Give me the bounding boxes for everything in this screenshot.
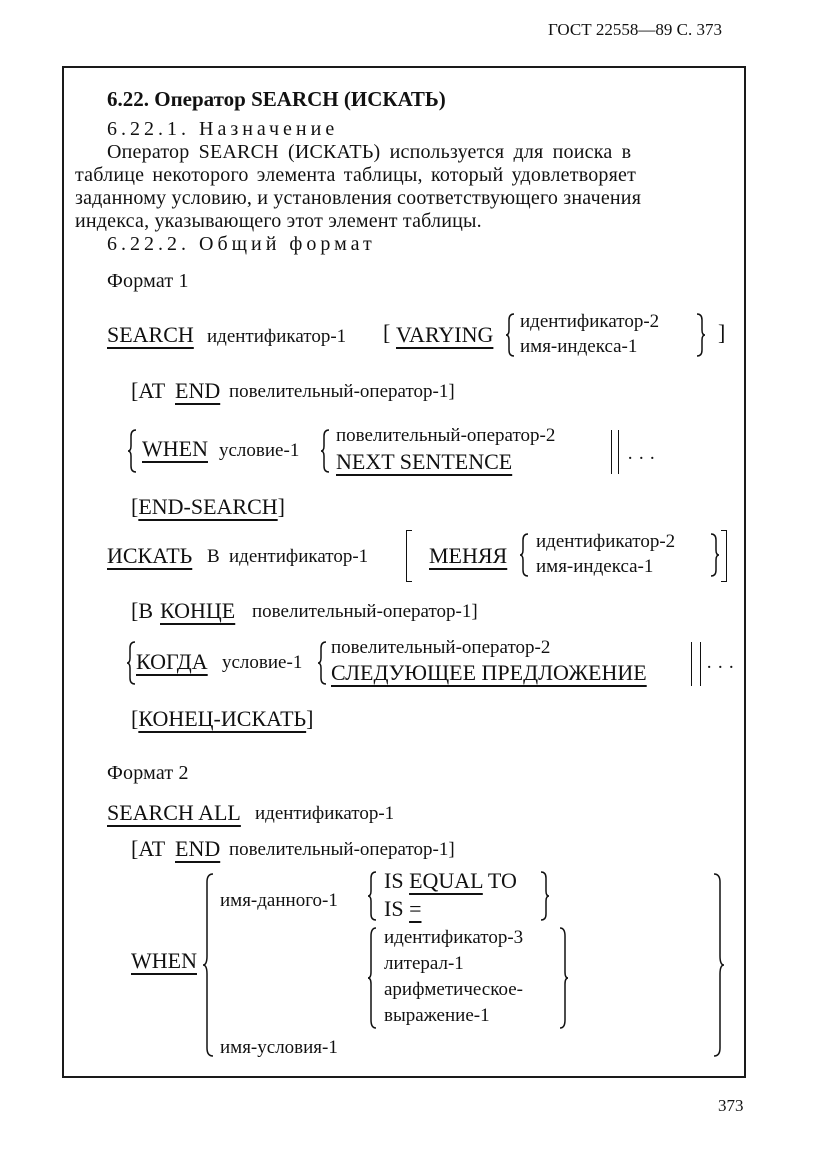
ru-varying-brace-left xyxy=(520,532,530,578)
when-cond1: условие-1 xyxy=(219,440,300,461)
ru-at-end-imperative1: повелительный-оператор-1] xyxy=(252,601,478,622)
varying-ident2: идентификатор-2 xyxy=(520,311,660,332)
purpose-heading: 6.22.1. Назначение xyxy=(107,118,339,140)
ru-search-keyword: ИСКАТЬ xyxy=(107,543,193,568)
varying-brace-left xyxy=(506,312,516,358)
next-sentence-keyword: NEXT SENTENCE xyxy=(336,449,513,474)
search-keyword: SEARCH xyxy=(107,322,194,347)
f2-data-name1: имя-данного-1 xyxy=(220,890,338,911)
ru-when-cond1: условие-1 xyxy=(222,652,303,673)
f2-arith-expr-line2: выражение-1 xyxy=(384,1005,490,1026)
when-inner-bar xyxy=(611,430,612,474)
when-ellipsis: · · · xyxy=(627,448,656,469)
ru-varying-ident2: идентификатор-2 xyxy=(536,531,676,552)
f2-at-end-imperative1: повелительный-оператор-1] xyxy=(229,839,455,860)
f2-is-brace-right xyxy=(541,870,551,922)
varying-close-bracket: ] xyxy=(718,320,726,345)
ru-ident1: идентификатор-1 xyxy=(229,546,369,567)
ru-when-imperative2: повелительный-оператор-2 xyxy=(331,637,551,658)
varying-keyword: VARYING xyxy=(396,322,494,347)
ru-varying-bracket-left xyxy=(406,530,412,582)
ru-when-keyword: КОГДА xyxy=(136,649,208,674)
when-inner-brace-left xyxy=(321,428,331,474)
when-keyword: WHEN xyxy=(142,436,208,461)
ru-varying-bracket-right xyxy=(721,530,727,582)
f2-is-eq: IS = xyxy=(384,896,422,921)
page-number: 373 xyxy=(718,1096,744,1115)
ru-at-end-open: [В xyxy=(131,598,153,623)
at-end-open: [AT xyxy=(131,378,166,403)
f2-arith-expr-line1: арифметическое- xyxy=(384,979,523,1000)
at-end-imperative1: повелительный-оператор-1] xyxy=(229,381,455,402)
ru-v: В xyxy=(207,546,220,567)
ru-varying-index1: имя-индекса-1 xyxy=(536,556,654,577)
search-all-keyword: SEARCH ALL xyxy=(107,800,241,825)
f2-literal1: литерал-1 xyxy=(384,953,464,974)
f2-ident3: идентификатор-3 xyxy=(384,927,524,948)
f2-cond-name1: имя-условия-1 xyxy=(220,1037,338,1058)
end-search-statement: [END-SEARCH] xyxy=(131,494,285,519)
varying-open-bracket: [ xyxy=(383,320,391,345)
ru-when-inner-bar xyxy=(691,642,692,686)
ru-end-keyword: КОНЦЕ xyxy=(160,598,236,623)
f2-big-brace-right xyxy=(714,872,726,1058)
ru-when-outer-bar xyxy=(700,642,701,686)
varying-index1: имя-индекса-1 xyxy=(520,336,638,357)
ru-when-ellipsis: · · · xyxy=(706,657,735,678)
f2-end-keyword: END xyxy=(175,836,221,861)
varying-brace-right xyxy=(697,312,707,358)
when-imperative2: повелительный-оператор-2 xyxy=(336,425,556,446)
f2-when-keyword: WHEN xyxy=(131,948,197,973)
purpose-line-3: заданному условию, и установления соответствующего значения xyxy=(75,187,642,209)
when-outer-bar xyxy=(618,430,619,474)
ru-end-search-statement: [КОНЕЦ-ИСКАТЬ] xyxy=(131,706,314,731)
f2-operand-brace-left xyxy=(368,926,378,1030)
section-title: 6.22. Оператор SEARCH (ИСКАТЬ) xyxy=(107,87,446,111)
format1-label: Формат 1 xyxy=(107,270,189,292)
purpose-line-4: индекса, указывающего этот элемент таблицы. xyxy=(75,210,482,232)
f2-big-brace-left xyxy=(203,872,215,1058)
purpose-line-2: таблице некоторого элемента таблицы, который удовлетворяет xyxy=(75,164,637,186)
header-standard: ГОСТ 22558—89 С. 373 xyxy=(548,20,722,39)
f2-is-brace-left xyxy=(368,870,378,922)
search-ident1: идентификатор-1 xyxy=(207,326,347,347)
ru-next-sentence-keyword: СЛЕДУЮЩЕЕ ПРЕДЛОЖЕНИЕ xyxy=(331,660,647,685)
end-keyword: END xyxy=(175,378,221,403)
ru-when-inner-brace-left xyxy=(318,640,328,686)
when-brace-left xyxy=(128,428,138,474)
f2-is-equal-to: IS EQUAL TO xyxy=(384,868,517,893)
search-all-ident1: идентификатор-1 xyxy=(255,803,395,824)
f2-at-end-open: [AT xyxy=(131,836,166,861)
f2-operand-brace-right xyxy=(560,926,570,1030)
purpose-line-1: Оператор SEARCH (ИСКАТЬ) используется для поиска в xyxy=(107,141,632,163)
format2-label: Формат 2 xyxy=(107,762,189,784)
ru-varying-brace-right xyxy=(711,532,721,578)
general-format-heading: 6.22.2. Общий формат xyxy=(107,233,376,255)
ru-varying-keyword: МЕНЯЯ xyxy=(429,543,508,568)
